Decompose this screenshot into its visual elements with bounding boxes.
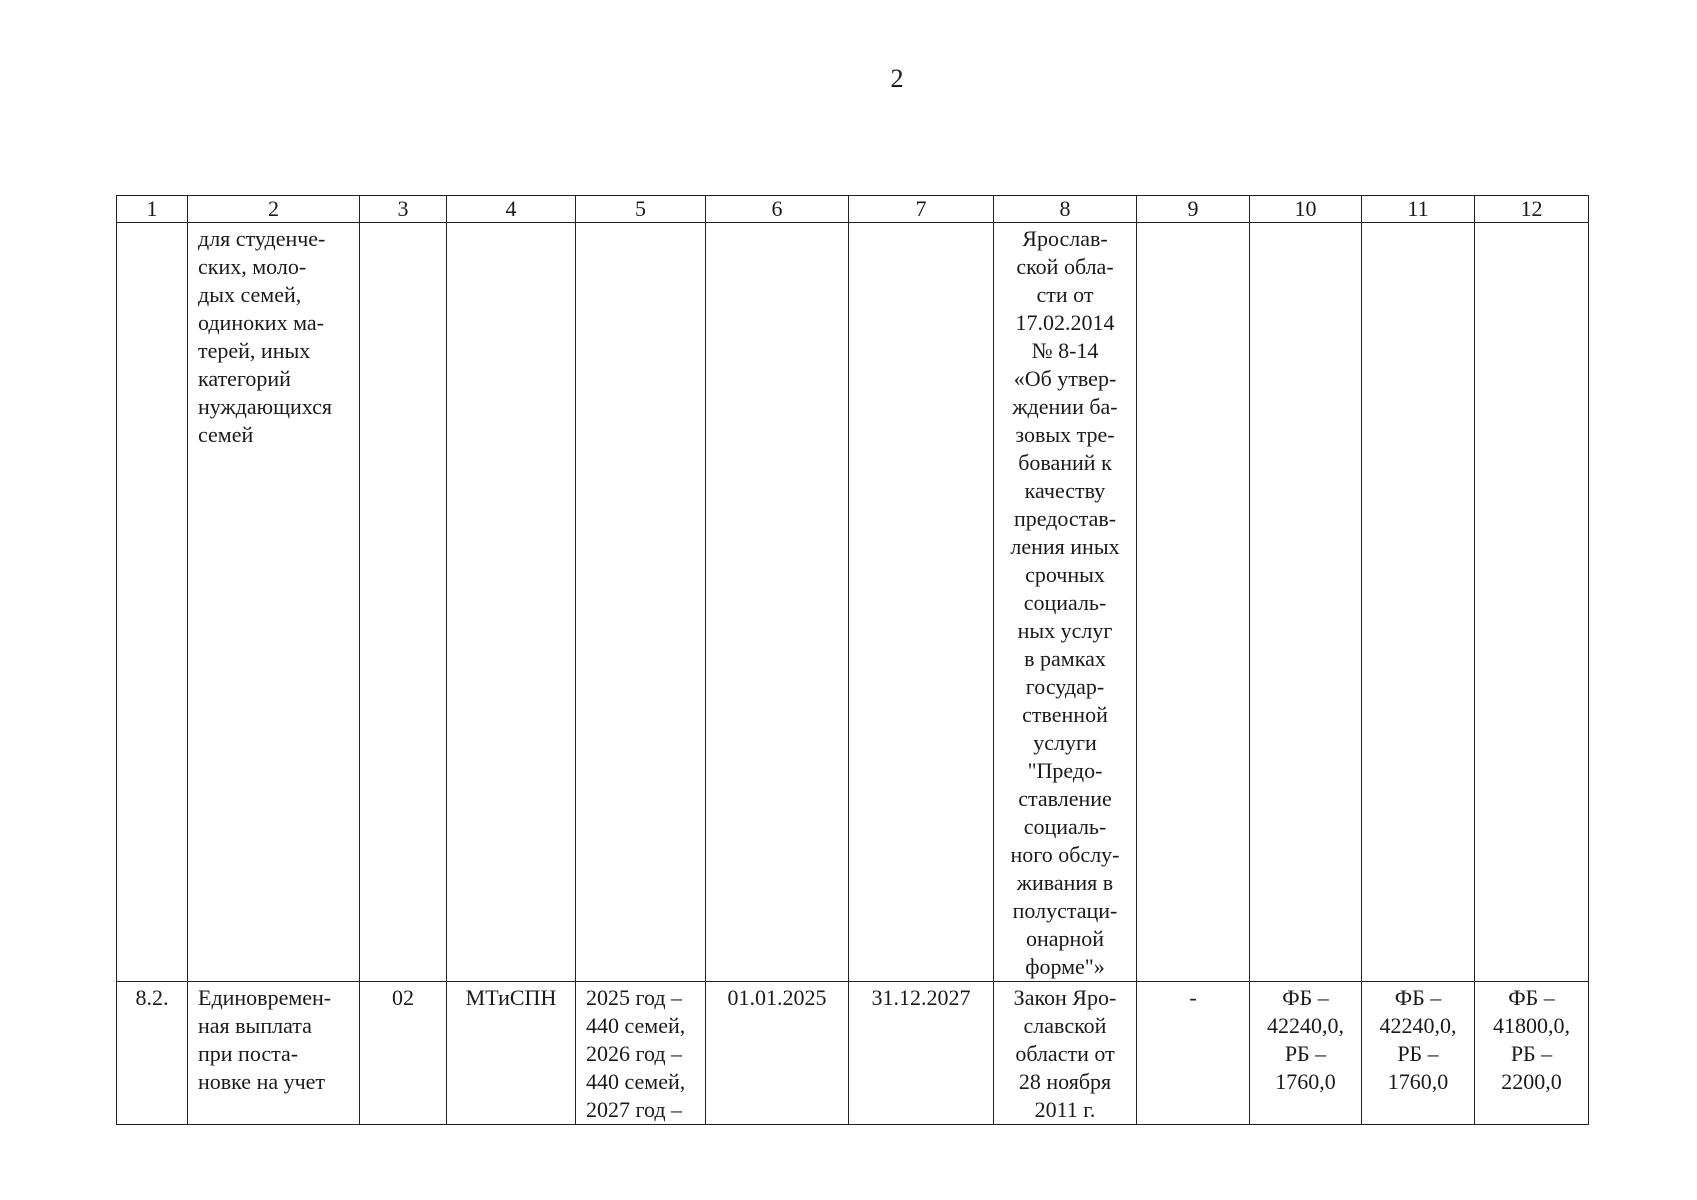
- cell-legal-basis: Ярослав- ской обла- сти от 17.02.2014 № 8-14 «Об утвер- ждении ба- зовых тре- бований к качеству предостав- ления иных срочных социаль- ных услуг в рамках государ- ственной услуги "Предо- ставление социаль- ного обслу- живания в полустаци- онарной форме"»: [994, 223, 1137, 982]
- cell-start-date: [706, 223, 849, 982]
- header-cell-7: 7: [849, 196, 994, 223]
- cell-funding-2026: ФБ – 42240,0, РБ – 1760,0: [1362, 982, 1475, 1125]
- table-row-8-2: [117, 982, 1589, 1125]
- table-row-continuation: [117, 223, 1589, 982]
- cell-funding-2027: ФБ – 41800,0, РБ – 2200,0: [1475, 982, 1589, 1125]
- header-cell-2: 2: [188, 196, 360, 223]
- cell-col9: -: [1137, 982, 1250, 1125]
- header-cell-6: 6: [706, 196, 849, 223]
- document-table: [116, 195, 1589, 1125]
- cell-measure-name: для студенче- ских, моло- дых семей, одиноких ма- терей, иных категорий нуждающихся семей: [188, 223, 360, 982]
- cell-code: 02: [360, 982, 447, 1125]
- cell-funding-2027: [1475, 223, 1589, 982]
- page-number: 2: [890, 64, 904, 93]
- cell-measure-name: Единовремен- ная выплата при поста- новке на учет: [188, 982, 360, 1125]
- header-cell-12: 12: [1475, 196, 1589, 223]
- header-cell-5: 5: [576, 196, 706, 223]
- cell-executor: [447, 223, 576, 982]
- header-cell-8: 8: [994, 196, 1137, 223]
- cell-indicator: 2025 год – 440 семей, 2026 год – 440 семей, 2027 год –: [576, 982, 706, 1125]
- header-cell-11: 11: [1362, 196, 1475, 223]
- cell-executor: МТиСПН: [447, 982, 576, 1125]
- cell-code: [360, 223, 447, 982]
- header-cell-4: 4: [447, 196, 576, 223]
- header-cell-1: 1: [117, 196, 188, 223]
- cell-funding-2026: [1362, 223, 1475, 982]
- cell-indicator: [576, 223, 706, 982]
- header-cell-10: 10: [1250, 196, 1362, 223]
- cell-legal-basis: Закон Яро- славской области от 28 ноября 2011 г.: [994, 982, 1137, 1125]
- cell-funding-2025: [1250, 223, 1362, 982]
- header-cell-9: 9: [1137, 196, 1250, 223]
- cell-start-date: 01.01.2025: [706, 982, 849, 1125]
- cell-col9: [1137, 223, 1250, 982]
- header-cell-3: 3: [360, 196, 447, 223]
- cell-end-date: 31.12.2027: [849, 982, 994, 1125]
- cell-number: 8.2.: [117, 982, 188, 1125]
- cell-number: [117, 223, 188, 982]
- cell-funding-2025: ФБ – 42240,0, РБ – 1760,0: [1250, 982, 1362, 1125]
- header-row: [117, 196, 1589, 223]
- cell-end-date: [849, 223, 994, 982]
